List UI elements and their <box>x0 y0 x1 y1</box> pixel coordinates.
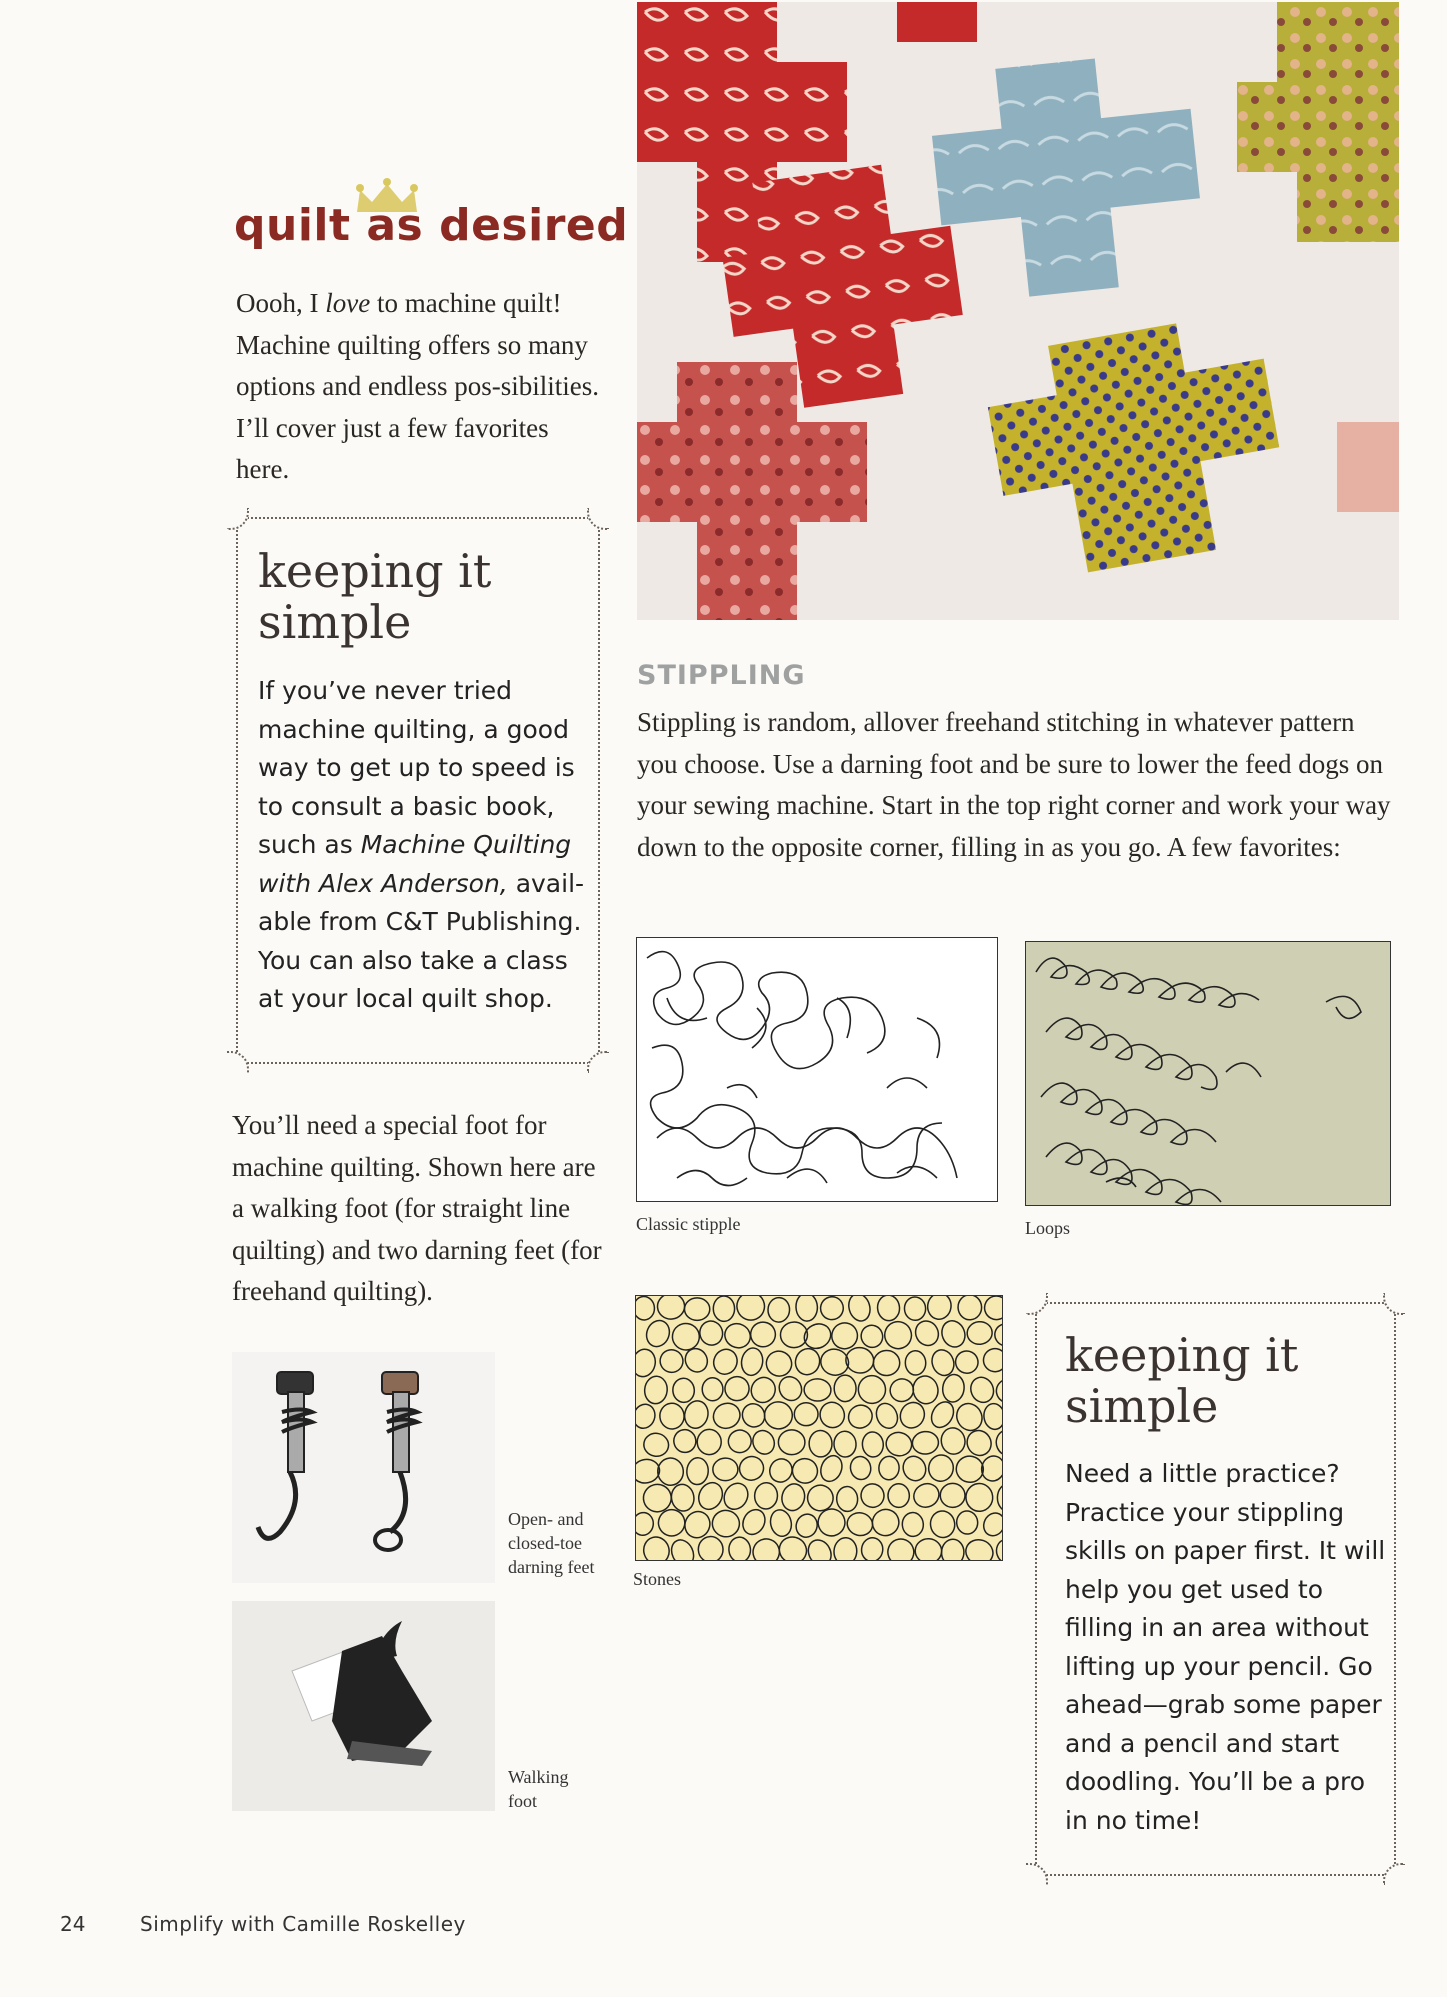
tip-title-2: keeping it simple <box>1065 1328 1299 1433</box>
caption-stones: Stones <box>633 1569 682 1589</box>
foot-paragraph: You’ll need a special foot for machine quilting. Shown here are a walking foot (for straight line quilting) and two darning feet (for freehand quilting). <box>232 1110 602 1306</box>
tip-title-1: keeping it simple <box>258 544 492 649</box>
heading-word-2: as <box>366 200 424 251</box>
quilt-photo <box>637 2 1399 620</box>
tip-text-1 <box>258 672 588 1019</box>
tip-text-1b: avail-able from C&T Publishing. You can also take a class at your local quilt shop. <box>258 868 585 1013</box>
stippling-paragraph: Stippling is random, allover freehand stitching in whatever pattern you choose. Use a darning foot and be sure to lower the feed dogs on your sewing machine. Start in the top right corner and work your way down to the opposite corner, filling in as you go. A few favorites: <box>637 707 1391 862</box>
caption-walking-foot: Walking foot <box>508 1767 569 1811</box>
heading-word-1: quilt <box>234 200 351 251</box>
page-heading <box>234 200 628 251</box>
tip-text-2: Need a little practice? Practice your stippling skills on paper first. It will help you get used to filling in an area without lifting up your pencil. Go ahead—grab some paper and a pencil and start doodling. You’ll be a pro in no time! <box>1065 1459 1386 1835</box>
stones-pattern <box>635 1295 1003 1561</box>
caption-darning-feet: Open- and closed-toe darning feet <box>508 1509 595 1577</box>
footer-book-title: Simplify with Camille Roskelley <box>140 1912 466 1936</box>
book-title: Machine Quilting with Alex Anderson, <box>258 830 572 898</box>
stippling-heading: STIPPLING <box>637 660 806 691</box>
classic-stipple-pattern <box>636 937 998 1202</box>
caption-loops: Loops <box>1025 1218 1070 1238</box>
heading-word-3: desired <box>439 200 629 251</box>
intro-text-start: Oooh, I <box>236 288 326 318</box>
tip-text-1a: If you’ve never tried machine quilting, a good way to get up to speed is to consult a basic book, such as <box>258 676 575 859</box>
darning-feet-photo <box>232 1352 495 1583</box>
intro-text-end: to machine quilt! Machine quilting offers so many options and endless pos-sibilities. I’ll cover just a few favorites here. <box>236 288 599 484</box>
intro-emphasis: love <box>325 288 371 318</box>
page-number: 24 <box>60 1912 86 1936</box>
walking-foot-photo <box>232 1601 495 1811</box>
intro-paragraph <box>236 283 606 491</box>
caption-classic-stipple: Classic stipple <box>636 1214 741 1234</box>
loops-pattern <box>1025 941 1391 1206</box>
